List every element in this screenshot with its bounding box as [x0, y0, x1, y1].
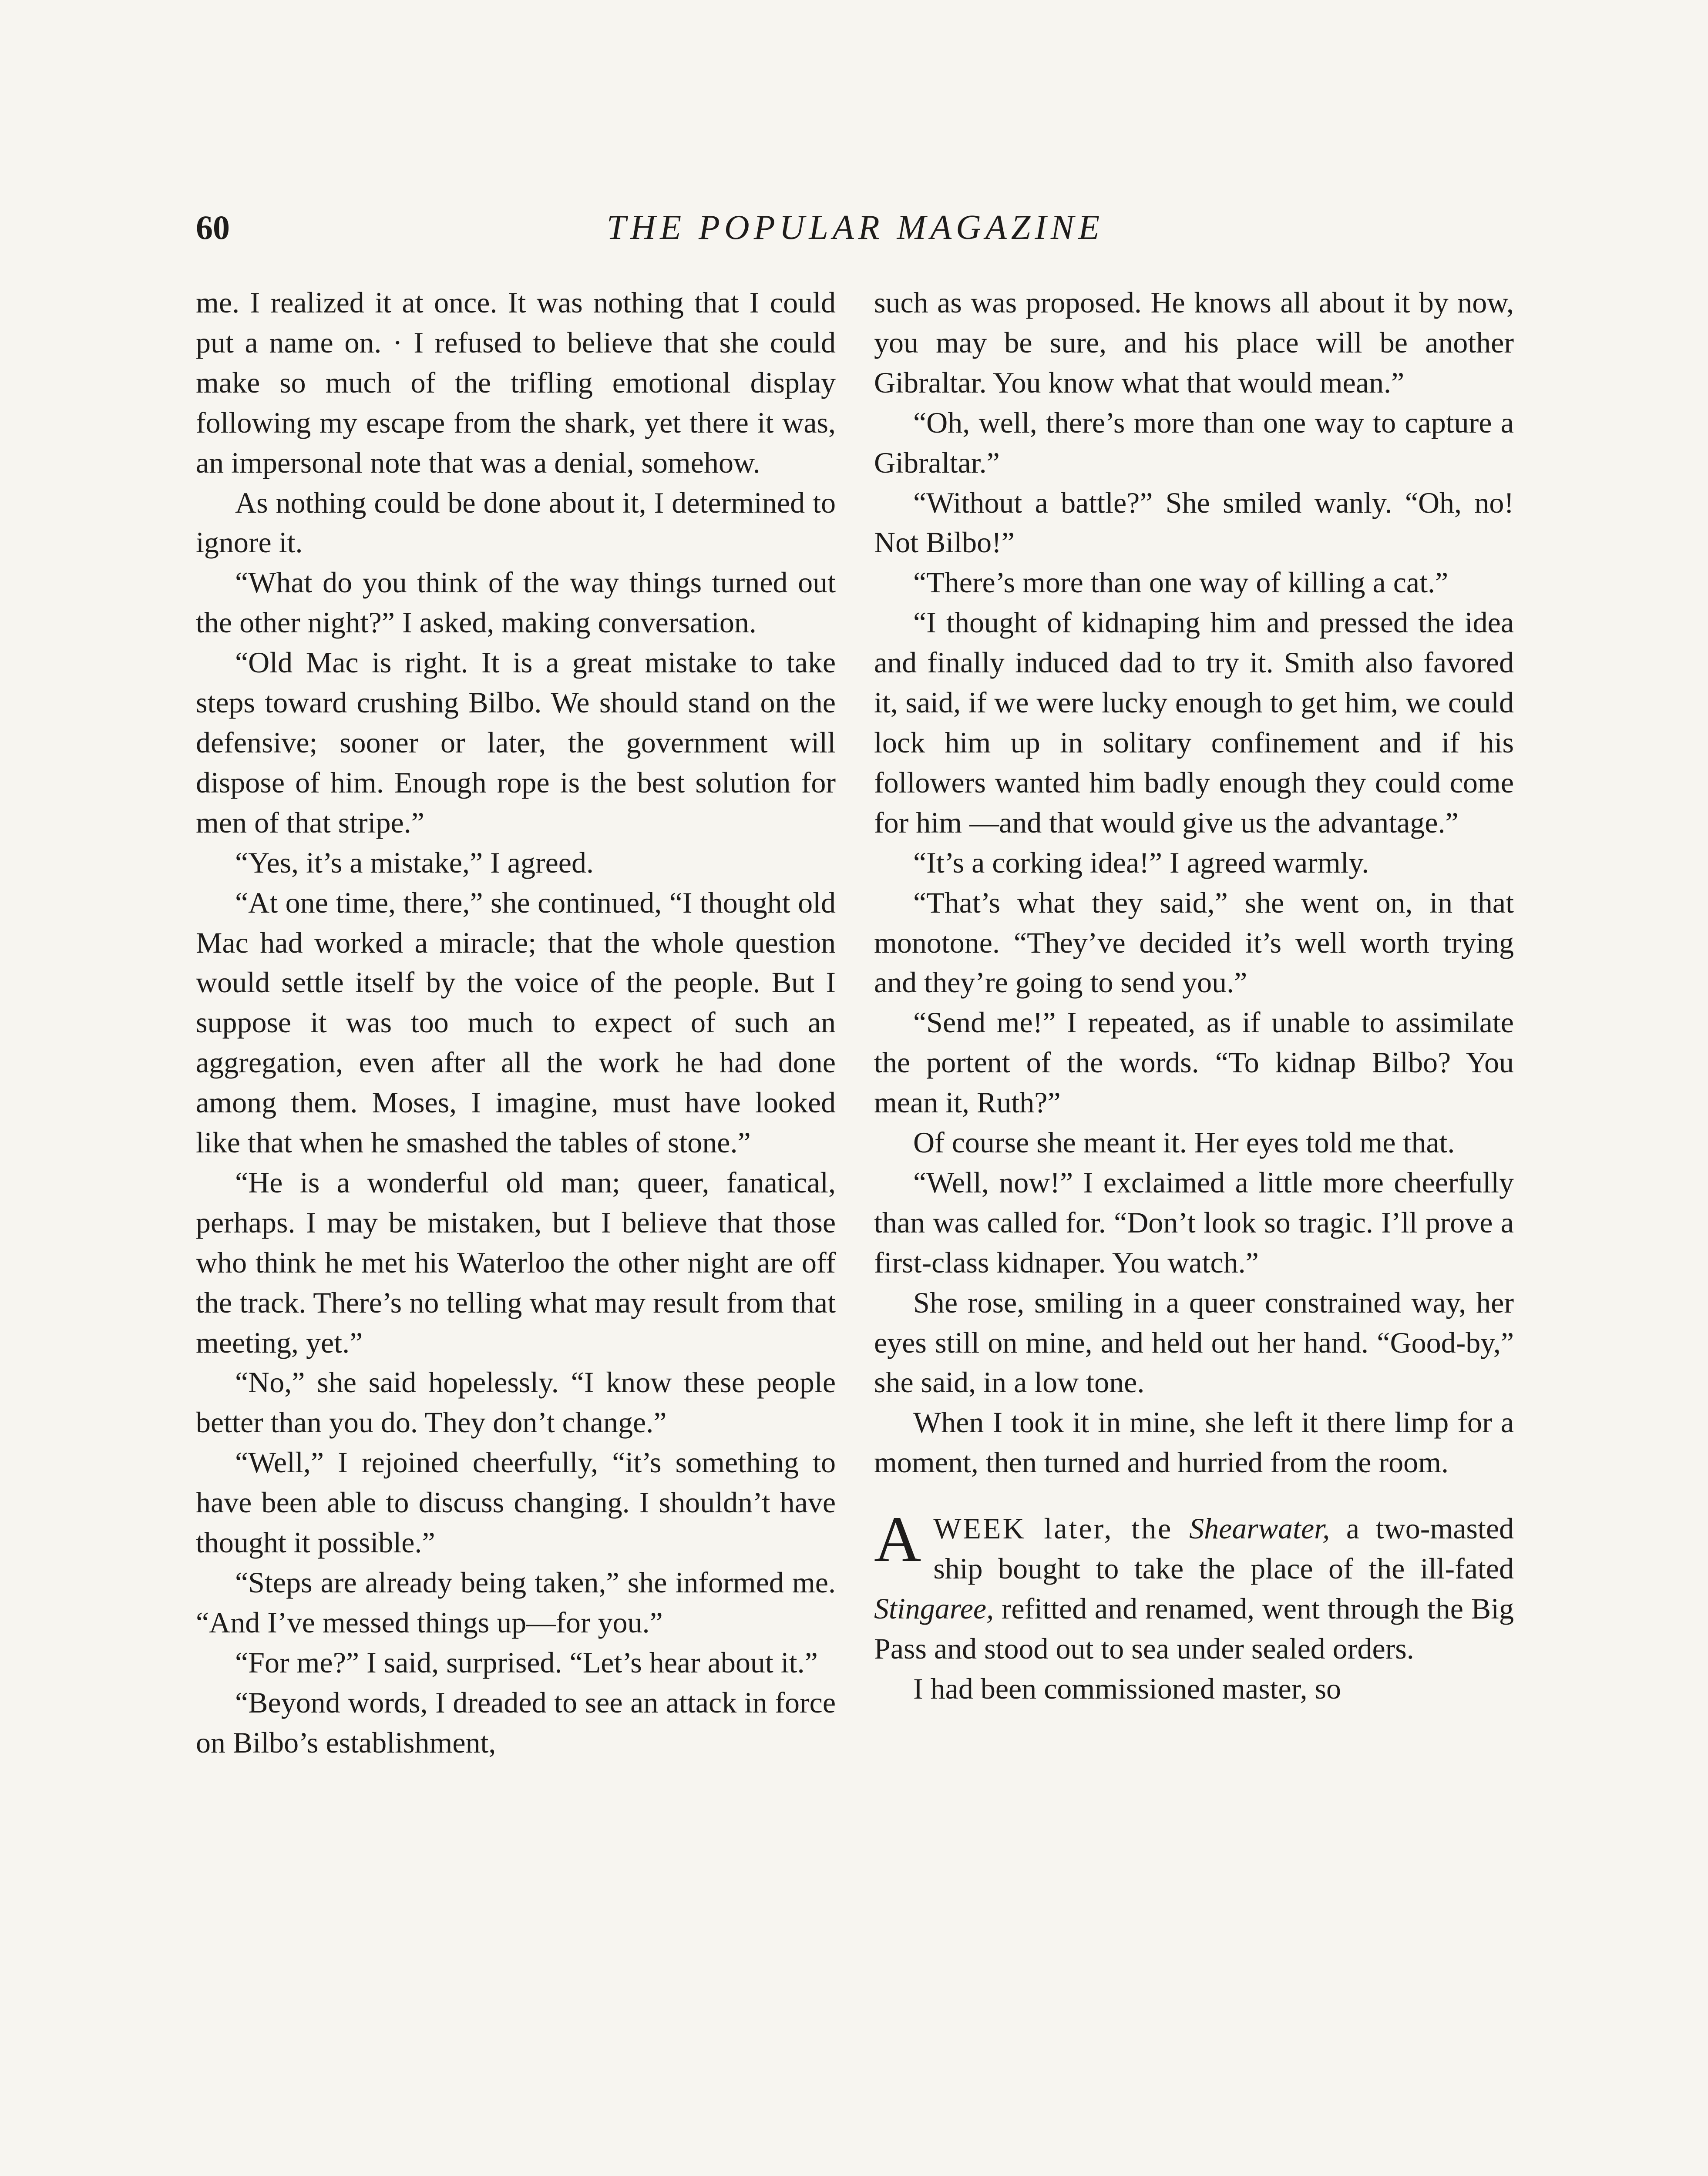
- paragraph: “Old Mac is right. It is a great mistake to take steps toward crushing Bilbo. We should stand on the defensive; sooner or later, the government will dispose of him. Enough rope is the best solution for men of that stripe.”: [196, 646, 836, 839]
- section-text: refitted and renamed, went through the Big Pass and stood out to sea under sealed orders.: [874, 1592, 1514, 1665]
- paragraph: “Yes, it’s a mistake,” I agreed.: [235, 846, 594, 879]
- paragraph: me. I realized it at once. It was nothing that I could put a name on. · I refused to believe that she could make so much of the trifling emotional display following my escape from the shark, yet there it was, an impersonal note that was a denial, somehow.: [196, 286, 836, 479]
- paragraph: “No,” she said hopelessly. “I know these people better than you do. They don’t change.”: [196, 1366, 836, 1439]
- paragraph: When I took it in mine, she left it there limp for a moment, then turned and hurried from the room.: [874, 1406, 1514, 1479]
- paragraph: “That’s what they said,” she went on, in that monotone. “They’ve decided it’s well worth trying and they’re going to send you.”: [874, 886, 1514, 999]
- paragraph: such as was proposed. He knows all about it by now, you may be sure, and his place will be another Gibraltar. You know what that would mean.”: [874, 286, 1514, 399]
- paragraph: “What do you think of the way things turned out the other night?” I asked, making conversation.: [196, 566, 836, 639]
- paragraph: “Beyond words, I dreaded to see an attack in force on Bilbo’s establishment,: [196, 1686, 836, 1759]
- paragraph: “I thought of kidnaping him and pressed the idea and finally induced dad to try it. Smith also favored it, said, if we were lucky enough to get him, we could lock him up in solitary confinement and if his followers wanted him badly enough they could come for him —and that would give us the advantage.”: [874, 606, 1514, 839]
- running-title: THE POPULAR MAGAZINE: [606, 208, 1104, 247]
- drop-cap: A: [874, 1503, 921, 1576]
- paragraph: “Well, now!” I exclaimed a little more cheerfully than was called for. “Don’t look so tragic. I’ll prove a first-class kidnaper. You watch.”: [874, 1165, 1514, 1279]
- paragraph: Of course she meant it. Her eyes told me that.: [913, 1126, 1455, 1159]
- right-column: [874, 283, 1514, 1709]
- paragraph: “There’s more than one way of killing a cat.”: [913, 566, 1449, 599]
- paragraph: “At one time, there,” she continued, “I thought old Mac had worked a miracle; that the whole question would settle itself by the voice of the people. But I suppose it was too much to expect of such an aggregation, even after all the work he had done among them. Moses, I imagine, must have looked like that when he smashed the tables of stone.”: [196, 886, 836, 1159]
- paragraph: “Steps are already being taken,” she informed me. “And I’ve messed things up—for you.”: [196, 1566, 836, 1639]
- paragraph: “Oh, well, there’s more than one way to capture a Gibraltar.”: [874, 406, 1514, 479]
- paragraph: “Send me!” I repeated, as if unable to assimilate the portent of the words. “To kidnap Bilbo? You mean it, Ruth?”: [874, 1006, 1514, 1119]
- paragraph: “It’s a corking idea!” I agreed warmly.: [913, 846, 1369, 879]
- paragraph: “For me?” I said, surprised. “Let’s hear about it.”: [235, 1645, 818, 1679]
- paragraph: I had been commissioned master, so: [913, 1672, 1342, 1705]
- ship-name: Shearwater,: [1189, 1512, 1330, 1545]
- paragraph: “He is a wonderful old man; queer, fanatical, perhaps. I may be mistaken, but I believe that those who think he met his Waterloo the other night are off the track. There’s no telling what may result from that meeting, yet.”: [196, 1165, 836, 1359]
- paragraph: “Well,” I rejoined cheerfully, “it’s something to have been able to discuss changing. I shouldn’t have thought it possible.”: [196, 1446, 836, 1559]
- section-break-paragraph: [874, 1503, 1514, 1669]
- paragraph: “Without a battle?” She smiled wanly. “Oh, no! Not Bilbo!”: [874, 486, 1514, 559]
- left-column: [196, 283, 836, 1763]
- paragraph: As nothing could be done about it, I determined to ignore it.: [196, 486, 836, 559]
- section-text: a two-masted ship bought to take the place of the ill-fated: [933, 1512, 1514, 1585]
- old-ship-name: Stingaree,: [874, 1592, 994, 1625]
- page-number: 60: [196, 208, 230, 246]
- page-header: [196, 208, 1515, 256]
- section-lead-text: WEEK later, the: [933, 1512, 1173, 1545]
- paragraph: She rose, smiling in a queer constrained way, her eyes still on mine, and held out her hand. “Good-by,” she said, in a low tone.: [874, 1286, 1514, 1399]
